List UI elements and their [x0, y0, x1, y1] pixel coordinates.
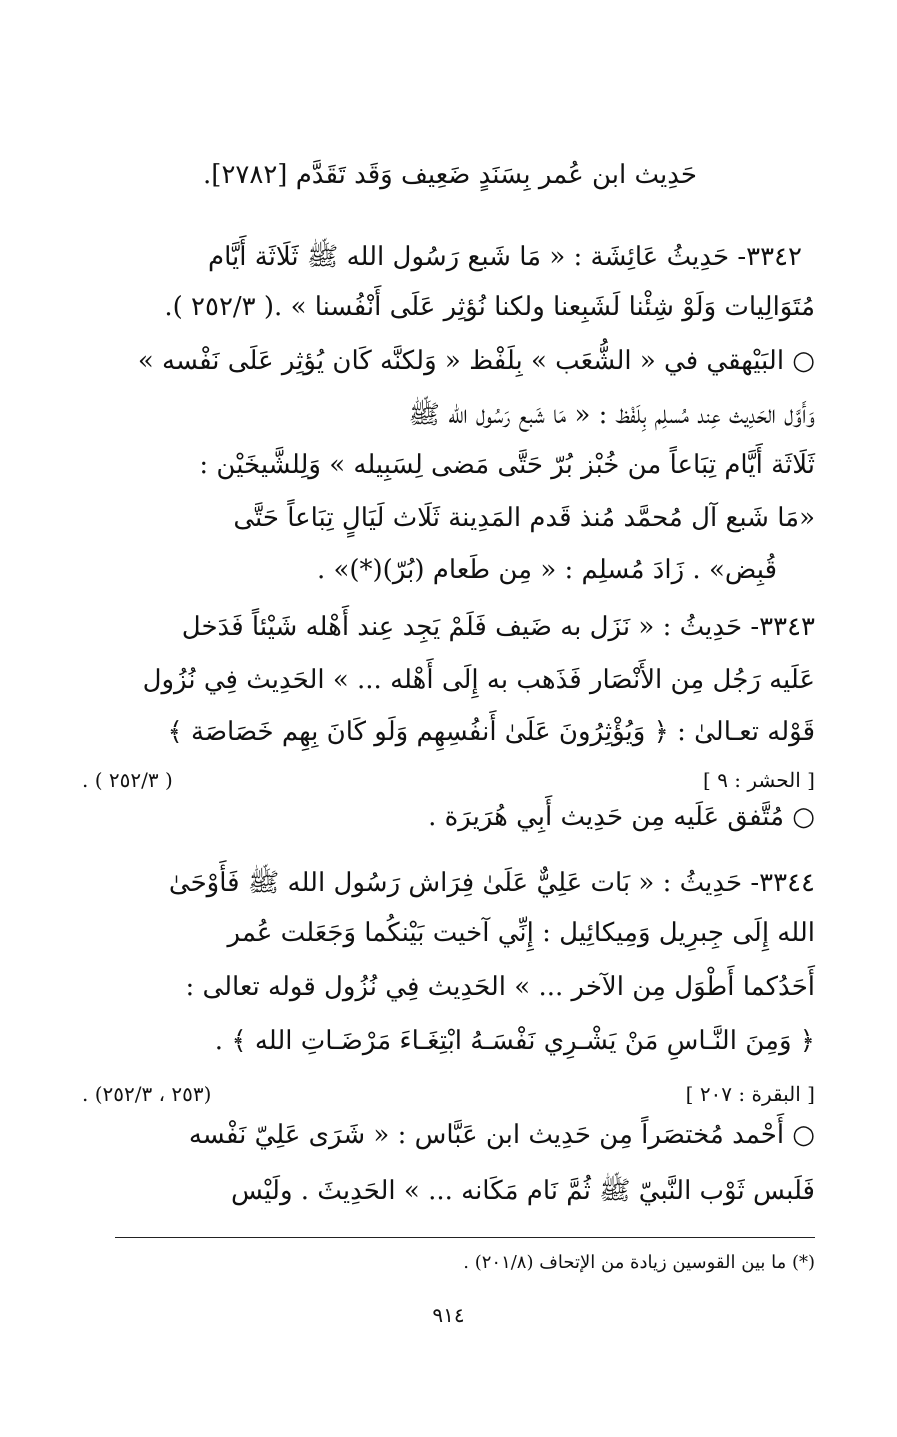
page-number: ٩١٤	[432, 1303, 465, 1327]
hadith-3343-line-1: ٣٣٤٣- حَدِيثُ : « نَزَل به ضَيف فَلَمْ يَجِد عِند أَهْله شَيْئاً فَدَخل	[181, 612, 815, 642]
hadith-3343-line-3: قَوْله تعـالىٰ : ﴿ وَيُؤْثِرُونَ عَلَىٰ أَنفُسِهِم وَلَو كَانَ بِهِم خَصَاصَة ﴾	[167, 717, 815, 747]
takhrij-line-2: وَأَوَّل الحَدِيث عِند مُسلِم بِلَفْظ : « مَا شَبع رَسُول الله ﷺ	[408, 400, 815, 430]
hadith-3344-line-3: أَحَدُكما أَطْوَل مِن الآخر ... » الحَدِيث فِي نُزُول قوله تعالى :	[185, 972, 815, 1002]
ref-right-1: [ الحشر : ٩ ]	[703, 768, 815, 792]
footnote: (*) ما بين القوسين زيادة من الإتحاف (٢٠١/٨) .	[463, 1252, 815, 1273]
takhrij-3344-line-1: ○ أَحْمد مُختصَراً مِن حَدِيث ابن عَبَّاس : « شَرَى عَلِيّ نَفْسه	[188, 1120, 815, 1150]
ref-left-1: . ( ٢٥٢/٣ )	[82, 768, 173, 792]
hadith-3344-line-4: ﴿ وَمِنَ النَّـاسِ مَنْ يَشْـرِي نَفْسَـهُ ابْتِغَـاءَ مَرْضَـاتِ الله ﴾ .	[214, 1026, 815, 1056]
takhrij-3343: ○ مُتَّفق عَلَيه مِن حَدِيث أَبِي هُرَيرَة .	[428, 802, 815, 832]
footnote-divider	[115, 1237, 815, 1238]
takhrij-3344-line-2: فَلَبس ثَوْب النَّبيّ ﷺ ثُمَّ نَام مَكَانه ... » الحَدِيثَ . ولَيْس	[231, 1176, 815, 1206]
hadith-3344-line-2: الله إِلَى جِبرِيل وَمِيكائِيل : إِنِّي آخيت بَيْنكُما وَجَعَلت عُمر	[227, 918, 815, 948]
ref-right-2: [ البقرة : ٢٠٧ ]	[685, 1082, 815, 1106]
takhrij-line-4: «مَا شَبع آل مُحمَّد مُنذ قَدم المَدِينة ثَلَاث لَيَالٍ تِبَاعاً حَتَّى	[233, 503, 815, 533]
text-line-1: حَدِيث ابن عُمر بِسَنَدٍ ضَعِيف وَقَد تَقَدَّم [٢٧٨٢].	[203, 160, 697, 190]
takhrij-line-3: ثَلَاثَة أَيَّام تِبَاعاً من خُبْز بُرّ حَتَّى مَضى لِسَبِيله » وَلِلشَّيخَيْن :	[199, 450, 815, 480]
hadith-3344-line-1: ٣٣٤٤- حَدِيثُ : « بَات عَلِيٌّ عَلَىٰ فِرَاش رَسُول الله ﷺ فَأَوْحَىٰ	[168, 868, 815, 898]
takhrij-line-5: قُبِض» . زَادَ مُسلِم : « مِن طَعام (بُرّ)(*)» .	[316, 555, 777, 585]
takhrij-line-1: ○ البَيْهقي في « الشُّعَب » بِلَفْظ « وَلكنَّه كَان يُؤثِر عَلَى نَفْسه »	[137, 346, 815, 376]
ref-left-2: . (٢٥٣ ، ٢٥٢/٣)	[82, 1082, 212, 1106]
hadith-3343-line-2: عَلَيه رَجُل مِن الأَنْصَار فَذَهب به إِلَى أَهْله ... » الحَدِيث فِي نُزُول	[142, 665, 815, 695]
hadith-3342-line-1: ٣٣٤٢- حَدِيثُ عَائِشَة : « مَا شَبع رَسُول الله ﷺ ثَلَاثَة أَيَّام	[207, 242, 802, 272]
hadith-3342-line-2: مُتَوَالِيات وَلَوْ شِئْنا لَشَبِعنا ولكنا نُؤثِر عَلَى أَنْفُسنا » .( ٢٥٢/٣ ).	[164, 292, 815, 322]
